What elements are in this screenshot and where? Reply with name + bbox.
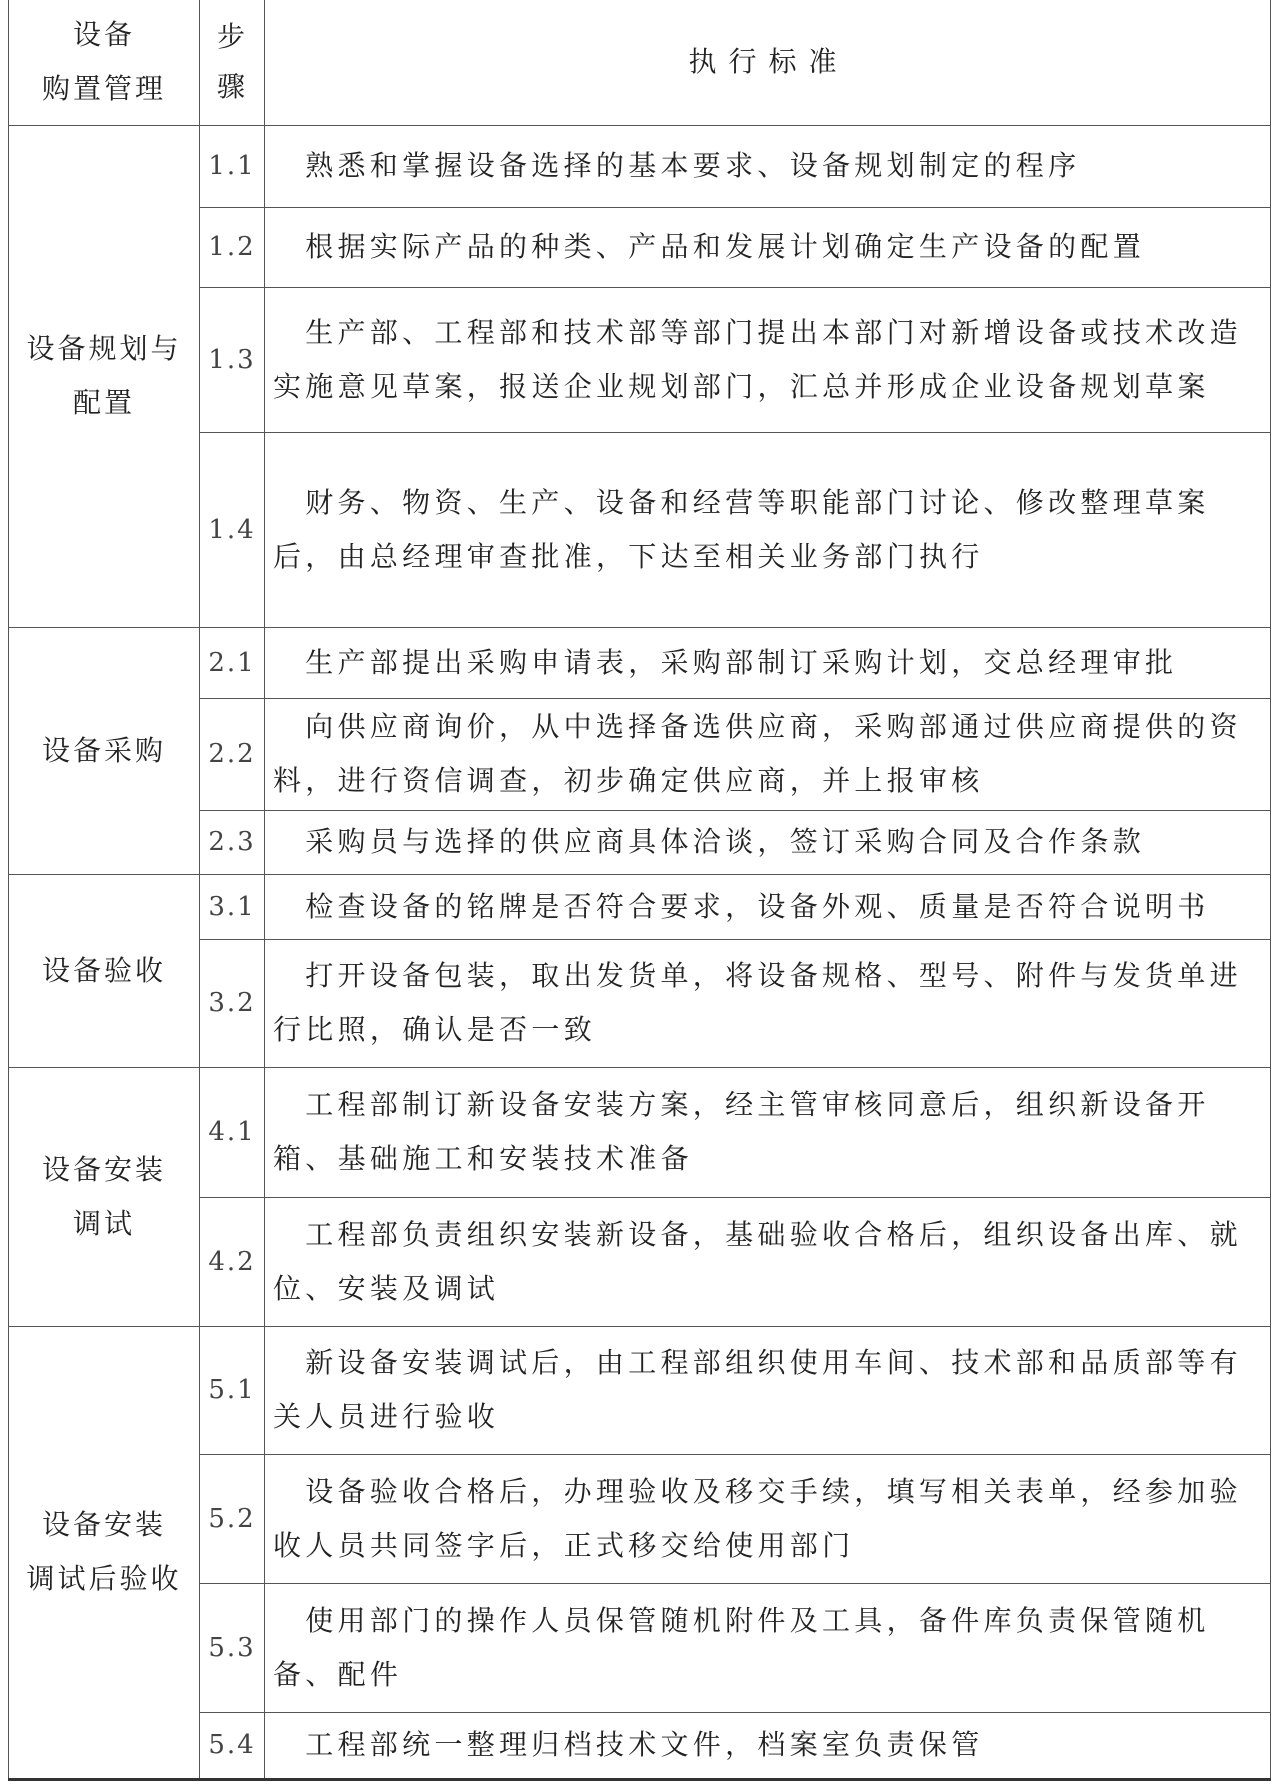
step-standard-text: 财务、物资、生产、设备和经营等职能部门讨论、修改整理草案后，由总经理审查批准，下达至相关业务部门执行 xyxy=(265,432,1271,627)
equipment-procurement-table xyxy=(8,0,1271,1781)
category-cell xyxy=(9,125,200,627)
table-row xyxy=(9,1067,1271,1197)
step-standard-text: 采购员与选择的供应商具体洽谈，签订采购合同及合作条款 xyxy=(265,810,1271,874)
step-number: 5.1 xyxy=(200,1326,265,1454)
step-number: 1.1 xyxy=(200,125,265,207)
step-standard-text: 工程部统一整理归档技术文件，档案室负责保管 xyxy=(265,1712,1271,1779)
category-label: 调试后验收 xyxy=(26,1562,182,1595)
step-standard-text: 熟悉和掌握设备选择的基本要求、设备规划制定的程序 xyxy=(265,125,1271,207)
header-management xyxy=(9,0,200,125)
header-management-line: 购置管理 xyxy=(41,72,166,106)
step-standard-text: 工程部制订新设备安装方案，经主管审核同意后，组织新设备开箱、基础施工和安装技术准备 xyxy=(265,1067,1271,1197)
table-row xyxy=(9,874,1271,939)
category-cell xyxy=(9,627,200,874)
step-standard-text: 打开设备包装，取出发货单，将设备规格、型号、附件与发货单进行比照，确认是否一致 xyxy=(265,939,1271,1067)
step-number: 1.4 xyxy=(200,432,265,627)
step-standard-text: 生产部提出采购申请表，采购部制订采购计划，交总经理审批 xyxy=(265,627,1271,698)
step-standard-text: 生产部、工程部和技术部等部门提出本部门对新增设备或技术改造实施意见草案，报送企业规划部门，汇总并形成企业设备规划草案 xyxy=(265,287,1271,432)
header-management-line: 设备 xyxy=(72,18,135,52)
step-number: 1.2 xyxy=(200,207,265,287)
step-number: 3.2 xyxy=(200,939,265,1067)
category-label: 设备验收 xyxy=(41,953,166,987)
table-row xyxy=(9,627,1271,698)
step-number: 4.1 xyxy=(200,1067,265,1197)
category-label: 配置 xyxy=(72,386,135,419)
step-number: 2.2 xyxy=(200,698,265,810)
table-row xyxy=(9,125,1271,207)
header-row xyxy=(9,0,1271,125)
step-standard-text: 设备验收合格后，办理验收及移交手续，填写相关表单，经参加验收人员共同签字后，正式移交给使用部门 xyxy=(265,1454,1271,1583)
category-cell xyxy=(9,1067,200,1326)
category-label: 设备规划与 xyxy=(26,332,182,365)
step-number: 5.2 xyxy=(200,1454,265,1583)
category-label: 设备安装 xyxy=(41,1152,166,1186)
header-standard: 执行标准 xyxy=(265,0,1271,125)
step-standard-text: 根据实际产品的种类、产品和发展计划确定生产设备的配置 xyxy=(265,207,1271,287)
step-number: 4.2 xyxy=(200,1197,265,1326)
step-standard-text: 向供应商询价，从中选择备选供应商，采购部通过供应商提供的资料，进行资信调查，初步确定供应商，并上报审核 xyxy=(265,698,1271,810)
step-number: 3.1 xyxy=(200,874,265,939)
category-label: 设备采购 xyxy=(41,733,166,767)
step-number: 2.3 xyxy=(200,810,265,874)
table-row xyxy=(9,1326,1271,1454)
step-number: 1.3 xyxy=(200,287,265,432)
step-standard-text: 检查设备的铭牌是否符合要求，设备外观、质量是否符合说明书 xyxy=(265,874,1271,939)
category-label: 调试 xyxy=(72,1206,135,1240)
step-number: 5.4 xyxy=(200,1712,265,1779)
category-cell xyxy=(9,1326,200,1779)
header-step-line: 步 xyxy=(216,20,247,54)
step-standard-text: 新设备安装调试后，由工程部组织使用车间、技术部和品质部等有关人员进行验收 xyxy=(265,1326,1271,1454)
step-number: 2.1 xyxy=(200,627,265,698)
step-standard-text: 使用部门的操作人员保管随机附件及工具，备件库负责保管随机备、配件 xyxy=(265,1583,1271,1712)
header-step-line: 骤 xyxy=(216,70,247,104)
category-label: 设备安装 xyxy=(41,1508,166,1541)
category-cell xyxy=(9,874,200,1067)
header-step xyxy=(200,0,265,125)
step-number: 5.3 xyxy=(200,1583,265,1712)
step-standard-text: 工程部负责组织安装新设备，基础验收合格后，组织设备出库、就位、安装及调试 xyxy=(265,1197,1271,1326)
